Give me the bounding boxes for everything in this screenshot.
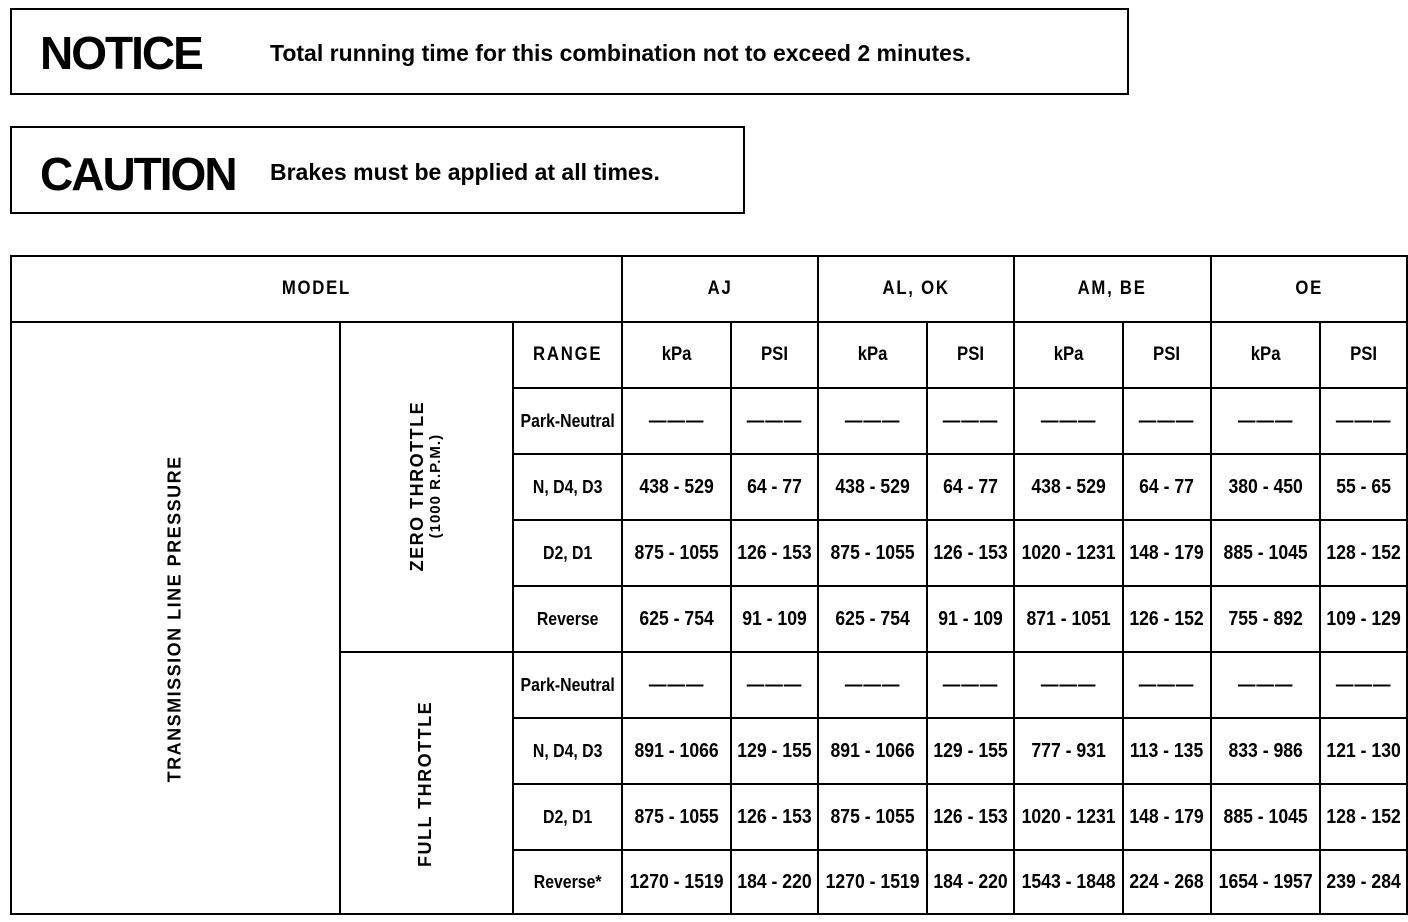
value-cell: 875 - 1055 <box>825 784 921 850</box>
notice-box <box>10 8 1129 95</box>
value-cell: 1270 - 1519 <box>628 850 724 914</box>
value-cell: 128 - 152 <box>1325 520 1402 586</box>
value-cell: ——— <box>628 388 724 454</box>
caution-title: CAUTION <box>40 148 236 200</box>
range-cell: Park-Neutral <box>519 388 615 454</box>
unit-header-row <box>11 322 1407 388</box>
zero-throttle-title: ZERO THROTTLE <box>407 400 428 572</box>
caution-text: Brakes must be applied at all times. <box>270 159 660 185</box>
value-cell: ——— <box>932 388 1009 454</box>
range-cell: Reverse* <box>519 850 615 914</box>
value-cell: 126 - 153 <box>736 784 813 850</box>
unit-kpa: kPa <box>1021 322 1117 388</box>
model-label: MODEL <box>48 256 586 322</box>
value-cell: 184 - 220 <box>932 850 1009 914</box>
unit-kpa: kPa <box>628 322 724 388</box>
value-cell: 755 - 892 <box>1217 586 1313 652</box>
value-cell: 184 - 220 <box>736 850 813 914</box>
value-cell: ——— <box>736 388 813 454</box>
model-am-be: AM, BE <box>1026 256 1199 322</box>
value-cell: ——— <box>628 652 724 718</box>
value-cell: 91 - 109 <box>736 586 813 652</box>
full-throttle-label: FULL THROTTLE <box>340 652 513 914</box>
value-cell: 1654 - 1957 <box>1217 850 1313 914</box>
value-cell: 121 - 130 <box>1325 718 1402 784</box>
value-cell: 239 - 284 <box>1325 850 1402 914</box>
value-cell: 129 - 155 <box>736 718 813 784</box>
caution-box <box>10 126 745 214</box>
value-cell: 891 - 1066 <box>825 718 921 784</box>
value-cell: 128 - 152 <box>1325 784 1402 850</box>
range-label: RANGE <box>519 322 615 388</box>
value-cell: 126 - 153 <box>736 520 813 586</box>
model-aj: AJ <box>634 256 807 322</box>
unit-psi: PSI <box>736 322 813 388</box>
model-header-row <box>11 256 1407 322</box>
value-cell: ——— <box>825 652 921 718</box>
value-cell: ——— <box>1129 388 1206 454</box>
model-al-ok: AL, OK <box>830 256 1003 322</box>
value-cell: ——— <box>1325 388 1402 454</box>
range-cell: N, D4, D3 <box>519 454 615 520</box>
value-cell: 148 - 179 <box>1129 784 1206 850</box>
value-cell: 109 - 129 <box>1325 586 1402 652</box>
value-cell: 875 - 1055 <box>628 520 724 586</box>
value-cell: 380 - 450 <box>1217 454 1313 520</box>
value-cell: ——— <box>1129 652 1206 718</box>
value-cell: ——— <box>1021 388 1117 454</box>
value-cell: 875 - 1055 <box>825 520 921 586</box>
zero-throttle-label <box>340 322 513 652</box>
transmission-line-pressure-label: TRANSMISSION LINE PRESSURE <box>11 322 340 914</box>
value-cell: 126 - 153 <box>932 784 1009 850</box>
value-cell: 891 - 1066 <box>628 718 724 784</box>
value-cell: 148 - 179 <box>1129 520 1206 586</box>
model-oe: OE <box>1222 256 1395 322</box>
unit-kpa: kPa <box>1217 322 1313 388</box>
notice-text: Total running time for this combination not to exceed 2 minutes. <box>270 40 972 66</box>
value-cell: 1543 - 1848 <box>1021 850 1117 914</box>
value-cell: 438 - 529 <box>628 454 724 520</box>
value-cell: 64 - 77 <box>932 454 1009 520</box>
zero-throttle-rpm: (1000 R.P.M.) <box>426 434 444 539</box>
value-cell: ——— <box>1217 388 1313 454</box>
value-cell: 875 - 1055 <box>628 784 724 850</box>
value-cell: 129 - 155 <box>932 718 1009 784</box>
range-cell: Park-Neutral <box>519 652 615 718</box>
value-cell: 64 - 77 <box>736 454 813 520</box>
range-cell: D2, D1 <box>519 520 615 586</box>
value-cell: 64 - 77 <box>1129 454 1206 520</box>
value-cell: 1020 - 1231 <box>1021 784 1117 850</box>
value-cell: ——— <box>932 652 1009 718</box>
value-cell: 833 - 986 <box>1217 718 1313 784</box>
range-cell: D2, D1 <box>519 784 615 850</box>
value-cell: 625 - 754 <box>825 586 921 652</box>
unit-psi: PSI <box>1325 322 1402 388</box>
value-cell: 871 - 1051 <box>1021 586 1117 652</box>
pressure-table <box>10 255 1408 915</box>
value-cell: 625 - 754 <box>628 586 724 652</box>
value-cell: 885 - 1045 <box>1217 784 1313 850</box>
value-cell: 91 - 109 <box>932 586 1009 652</box>
value-cell: 224 - 268 <box>1129 850 1206 914</box>
range-cell: Reverse <box>519 586 615 652</box>
notice-title: NOTICE <box>40 27 202 79</box>
value-cell: 885 - 1045 <box>1217 520 1313 586</box>
value-cell: ——— <box>825 388 921 454</box>
value-cell: 777 - 931 <box>1021 718 1117 784</box>
value-cell: 126 - 153 <box>932 520 1009 586</box>
value-cell: 438 - 529 <box>825 454 921 520</box>
value-cell: 113 - 135 <box>1129 718 1206 784</box>
unit-psi: PSI <box>1129 322 1206 388</box>
value-cell: 1020 - 1231 <box>1021 520 1117 586</box>
unit-psi: PSI <box>932 322 1009 388</box>
value-cell: 1270 - 1519 <box>825 850 921 914</box>
value-cell: ——— <box>1021 652 1117 718</box>
value-cell: 126 - 152 <box>1129 586 1206 652</box>
value-cell: 55 - 65 <box>1325 454 1402 520</box>
value-cell: ——— <box>736 652 813 718</box>
range-cell: N, D4, D3 <box>519 718 615 784</box>
value-cell: ——— <box>1325 652 1402 718</box>
unit-kpa: kPa <box>825 322 921 388</box>
value-cell: 438 - 529 <box>1021 454 1117 520</box>
value-cell: ——— <box>1217 652 1313 718</box>
